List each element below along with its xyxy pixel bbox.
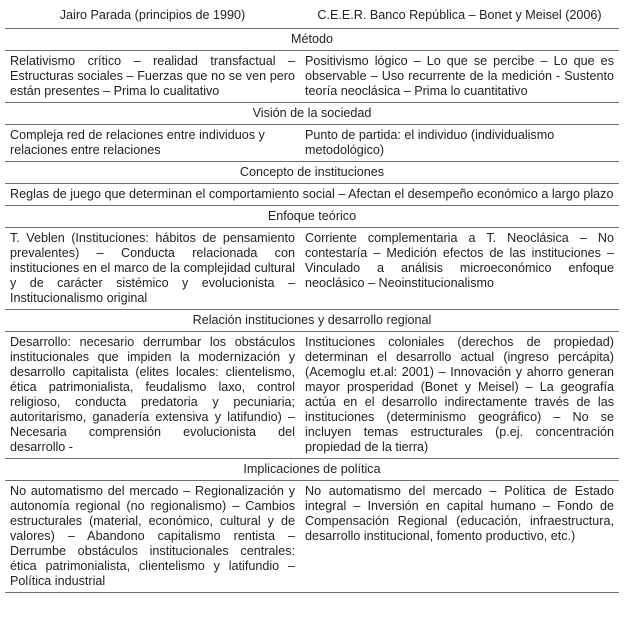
- section-title-implicaciones-politica: Implicaciones de política: [5, 459, 619, 481]
- section-title-enfoque-teorico: Enfoque teórico: [5, 206, 619, 228]
- implicaciones-left-cell: No automatismo del mercado – Regionalización y autonomía regional (no regionalismo) – Cambios estructurales (material, económico, cultural y de valores) – Abandono capitalismo rentista – Derrumbe obstáculos institucionales centrales: ética patrimonialista, clientelismo y latifundio – Política industrial: [5, 481, 300, 593]
- comparison-table-wrapper: [5, 4, 619, 593]
- enfoque-left-cell: T. Veblen (Instituciones: hábitos de pensamiento prevalentes) – Conducta relacionada con instituciones en el marco de la complejidad cultural y de carácter sistémico y evolucionista – Institucionalismo original: [5, 228, 300, 310]
- metodo-left-cell: Relativismo crítico – realidad transfactual – Estructuras sociales – Fuerzas que no se ven pero están presentes – Prima lo cualitativo: [5, 51, 300, 103]
- section-title-row: [5, 162, 619, 184]
- header-row: [5, 4, 619, 29]
- section-title-row: [5, 310, 619, 332]
- section-title-row: [5, 29, 619, 51]
- section-title-vision-sociedad: Visión de la sociedad: [5, 103, 619, 125]
- header-col-left: Jairo Parada (principios de 1990): [59, 8, 246, 22]
- section-body-row: [5, 228, 619, 310]
- section-title-relacion-desarrollo: Relación instituciones y desarrollo regional: [5, 310, 619, 332]
- section-body-row: [5, 332, 619, 459]
- section-body-row: [5, 51, 619, 103]
- section-title-row: [5, 459, 619, 481]
- enfoque-right-cell: Corriente complementaria a T. Neoclásica – No contestaría – Medición efectos de las instituciones – Vinculado a análisis microeconómico enfoque neoclásico – Neoinstitucionalismo: [300, 228, 619, 310]
- section-title-row: [5, 206, 619, 228]
- relacion-left-cell: Desarrollo: necesario derrumbar los obstáculos institucionales que impiden la modernización y desarrollo capitalista (elites locales: clientelismo, ética patrimonialista, feudalismo laxo, control religioso, conducta predatoria y pecuniaria; autoritarismo, ganadería extensiva y latifundio) – Necesaria comprensión evolucionista del desarrollo -: [5, 332, 300, 459]
- concepto-full-cell: Reglas de juego que determinan el comportamiento social – Afectan el desempeño económico a largo plazo: [5, 184, 619, 206]
- metodo-right-cell: Positivismo lógico – Lo que se percibe – Lo que es observable – Uso recurrente de la medición - Sustento teoría neoclásica – Prima lo cuantitativo: [300, 51, 619, 103]
- vision-left-cell: Compleja red de relaciones entre individuos y relaciones entre relaciones: [5, 125, 300, 162]
- section-body-row: [5, 184, 619, 206]
- relacion-right-cell: Instituciones coloniales (derechos de propiedad) determinan el desarrollo actual (ingreso percápita) (Acemoglu et.al: 2001) – Innovación y ahorro generan mayor prosperidad (Bonet y Meisel) – La geografía actúa en el desarrollo indirectamente través de las instituciones (determinismo geográfico) – No se incluyen temas estructurales (p.ej. concentración propiedad de la tierra): [300, 332, 619, 459]
- vision-right-cell: Punto de partida: el individuo (individualismo metodológico): [300, 125, 619, 162]
- section-title-metodo: Método: [5, 29, 619, 51]
- section-body-row: [5, 481, 619, 593]
- comparison-table: [5, 4, 619, 593]
- implicaciones-right-cell: No automatismo del mercado – Política de Estado integral – Inversión en capital humano – Fondo de Compensación Regional (educación, infraestructura, desarrollo institucional, fomento productivo, etc.): [300, 481, 619, 593]
- section-title-concepto-instituciones: Concepto de instituciones: [5, 162, 619, 184]
- section-body-row: [5, 125, 619, 162]
- section-title-row: [5, 103, 619, 125]
- header-col-right: C.E.E.R. Banco República – Bonet y Meisel (2006): [317, 8, 602, 22]
